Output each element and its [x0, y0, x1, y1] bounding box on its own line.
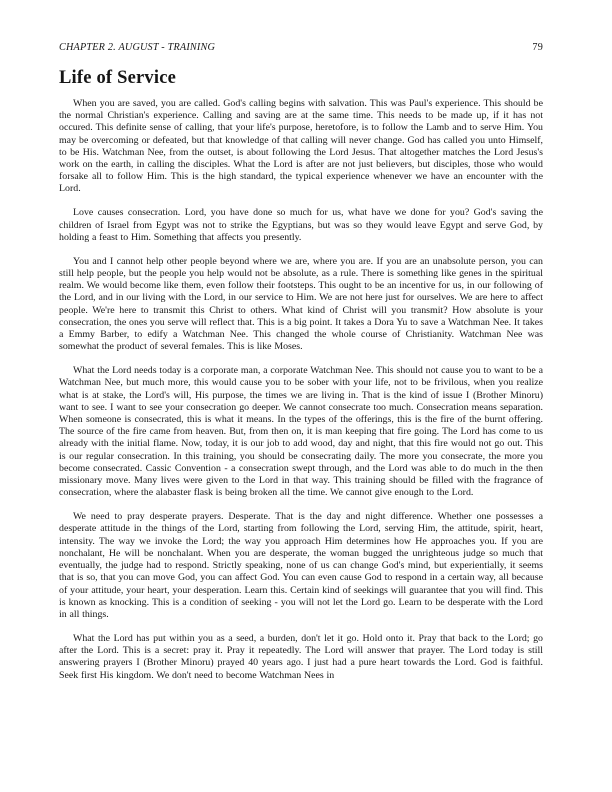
paragraph-4: What the Lord needs today is a corporate man, a corporate Watchman Nee. This should not cause you to want to be a Watchman Nee, but much more, this would cause you to be sober with your life, not to be frivilous, when you realize what is at stake, the Lord's will, His purpose, the times we are living in. That is the kind of issue I (Brother Minoru) want to see. I want to see your consecration go deeper. We cannot consecrate too much. Consecration means separation. When someone is consecrated, this is what it means. In the types of the offerings, this is the fire of the burnt offering. The source of the fire came from heaven. But, from then on, it is man keeping that fire going. The Lord has come to us already with the initial flame. Now, today, it is our job to add wood, day and night, that this fire would not go out. This is our regular consecration. In this training, you should be consecrating daily. The more you consecrate, the more you become consecrated. Cassic Convention - a consecration swept through, and the Lord was able to do much in the then missionary move. Many lives were given to the Lord in that way. This training should be filled with the fragrance of consecration, where the alabaster flask is being broken all the time. We cannot give enough to the Lord.	[59, 365, 543, 499]
body-text	[59, 98, 543, 682]
page-number: 79	[532, 42, 543, 53]
paragraph-1: When you are saved, you are called. God's calling begins with salvation. This was Paul's experience. This should be the normal Christian's experience. Calling and saving are at the same time. This needs to be made up, if it has not occured. This definite sense of calling, that your life's purpose, heretofore, is to follow the Lamb and to serve Him. You may be overcoming or defeated, but that knowledge of that calling will never change. God has called you unto Himself, to be His. Watchman Nee, from the outset, is about following the Lord Jesus. That altogether matches the Lord Jesus's work on the earth, in calling the disciples. What the Lord is after are not just believers, but disciples, those who would forsake all to follow Him. This is the high standard, the typical experience whenever we have an encounter with the Lord.	[59, 98, 543, 195]
text-block	[59, 42, 543, 682]
paragraph-5: We need to pray desperate prayers. Desperate. That is the day and night difference. Whether one possesses a desperate attitude in the things of the Lord, starting from following the Lord, serving Him, the attitude, spirit, heart, intensity. The way we invoke the Lord; the way you approach Him determines how He approaches you. If you are nonchalant, He will be nonchalant. When you are desperate, the woman bugged the unrighteous judge so much that eventually, the judge had to respond. Strictly speaking, none of us can change God's mind, but experientially, it seems that is so, that you can move God, you can affect God. You can even cause God to respond in a certain way, all because of your attitude, your heart, your desperation. Learn this. Certain kind of seekings will guarantee that you will find. This is known as knocking. This is a condition of seeking - you will not let the Lord go. Learn to be desperate with the Lord in all things.	[59, 511, 543, 620]
paragraph-3: You and I cannot help other people beyond where we are, where you are. If you are an unabsolute person, you can still help people, but the people you help would not be absolute, as a rule. There is something like genes in the spiritual realm. We would become like them, even follow their footsteps. This ought to be an incentive for us, in our following of the Lord, and in our living with the Lord, in our service to Him. We are not here just for ourselves. We are here to affect people. We're here to transmit this Christ to others. What kind of Christ will you transmit? How absolute is your consecration, the ones you serve will reflect that. This is a big point. It takes a Dora Yu to save a Watchman Nee. It takes a Emmy Barber, to edify a Watchman Nee. This changed the whole course of Christianity. Watchman Nee was somewhat the product of several females. This is like Moses.	[59, 255, 543, 353]
running-header	[59, 42, 543, 54]
section-title: Life of Service	[59, 68, 177, 88]
paragraph-2: Love causes consecration. Lord, you have done so much for us, what have we done for you? God's saving the children of Israel from Egypt was not to strike the Egyptians, but was so they would leave Egypt and serve God, by holding a feast to Him. Something that affects you presently.	[59, 207, 543, 243]
chapter-heading: CHAPTER 2. AUGUST - TRAINING	[59, 42, 216, 53]
paragraph-6: What the Lord has put within you as a seed, a burden, don't let it go. Hold onto it. Pray that back to the Lord; go after the Lord. This is a secret: pray it. Pray it repeatedly. The Lord will answer that prayer. The Lord today is still answering prayers I (Brother Minoru) prayed 40 years ago. I just had a pure heart towards the Lord. God is faithful. Seek first His kingdom. We don't need to become Watchman Nees in	[59, 632, 543, 681]
